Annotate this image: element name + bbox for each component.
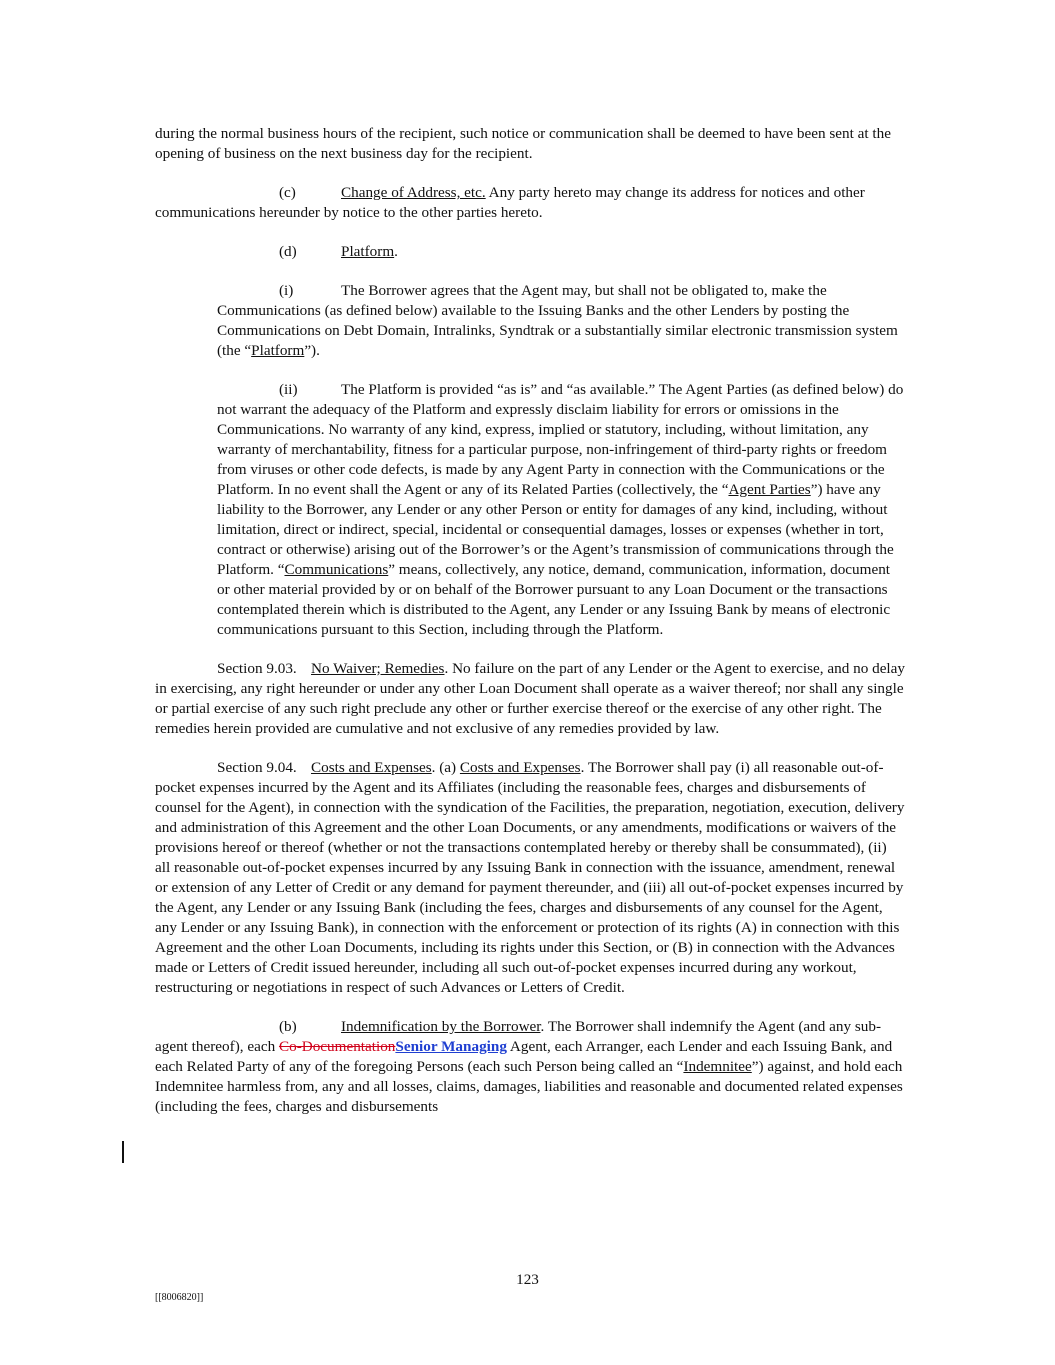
paragraph-b-indemnification [155,1017,905,1117]
subheading-costs-and-expenses: Costs and Expenses [459,759,581,776]
defined-term-platform: Platform [251,342,305,359]
paragraph-c-change-of-address [155,183,905,223]
section-label-9-03: Section 9.03. [217,660,297,677]
paragraph-d-i-text: The Borrower agrees that the Agent may, but shall not be obligated to, make the Communications (as defined below) available to the Issuing Banks and the other Lenders by posting the Communications on Debt Domain, Intralinks, Syndtrak or a substantially similar electronic transmission system (the “ [217,282,898,359]
paragraph-b-text-1: . The Borrower shall indemnify the Agent (and any sub-agent thereof), each [155,1018,882,1055]
defined-term-indemnitee: Indemnitee [683,1058,752,1075]
continuation-text: during the normal business hours of the recipient, such notice or communication shall be deemed to have been sent at the opening of business on the next business day for the recipient. [155,125,891,162]
heading-platform: Platform [341,243,395,260]
change-bar [122,1141,124,1163]
section-9-04-text: . The Borrower shall pay (i) all reasonable out-of-pocket expenses incurred by the Agent and its Affiliates (including the reasonable fees, charges and disbursements of counsel for the Agent), in connection with the syndication of the Facilities, the preparation, negotiation, execution, delivery and administration of this Agreement and the other Loan Documents, or any amendments, modifications or waivers of the provisions hereof or thereof (whether or not the transactions contemplated hereby or thereby shall be consummated), (ii) all reasonable out-of-pocket expenses incurred by any Issuing Bank in connection with the issuance, amendment, renewal or extension of any Letter of Credit or any demand for payment thereunder, and (iii) all out-of-pocket expenses incurred by the Agent, any Lender or any Issuing Bank (including the fees, charges and disbursements of any counsel for the Agent, any Lender or any Issuing Bank), in connection with the enforcement or protection of its rights (A) in connection with this Agreement and the other Loan Documents, including its rights under this Section, or (B) in connection with the Advances made or Letters of Credit issued hereunder, including all such out-of-pocket expenses incurred during any workout, restructuring or negotiations in respect of such Advances or Letters of Credit. [155,759,905,996]
defined-term-communications: Communications [284,561,389,578]
section-9-03-text: . No failure on the part of any Lender or the Agent to exercise, and no delay in exercising, any right hereunder or under any other Loan Document shall operate as a waiver thereof; nor shall any single or partial exercise of any such right preclude any other or further exercise thereof or the exercise of any other right. The remedies herein provided are cumulative and not exclusive of any remedies provided by law. [155,660,905,737]
defined-term-agent-parties: Agent Parties [728,481,811,498]
clause-label-d: (d) [279,243,297,260]
page-number: 123 [516,1271,539,1288]
heading-no-waiver-remedies: No Waiver; Remedies [311,660,445,677]
paragraph-d-platform [155,242,905,262]
paragraph-b-text-3: ”) against, and hold each Indemnitee harmless from, any and all losses, claims, damages, liabilities and reasonable and documented related expenses (including the fees, charges and disbursements [155,1058,903,1115]
continuation-paragraph [155,124,905,164]
paragraph-d-ii [217,380,905,640]
paragraph-b-text-2: Agent, each Arranger, each Lender and each Issuing Bank, and each Related Party of any of the foregoing Persons (each such Person being called an “ [155,1038,893,1075]
paragraph-d-ii-text-2: ”) have any liability to the Borrower, any Lender or any other Person or entity for damages of any kind, including, without limitation, direct or indirect, special, incidental or consequential damages, losses or expenses (whether in tort, contract or otherwise) arising out of the Borrower’s or the Agent’s transmission of communications through the Platform. “ [217,481,894,578]
paragraph-d-i [217,281,905,361]
clause-label-c: (c) [279,184,296,201]
heading-costs-and-expenses: Costs and Expenses [311,759,432,776]
clause-label-b: (b) [279,1018,297,1035]
heading-change-of-address: Change of Address, etc. [341,184,486,201]
section-9-04 [155,758,905,998]
paragraph-d-i-end: ”). [304,342,320,359]
deleted-text: Co-Documentation [278,1038,396,1055]
document-id: [[8006820]] [155,1292,204,1303]
section-label-9-04: Section 9.04. [217,759,297,776]
paragraph-c-text: Any party hereto may change its address for notices and other communications hereunder by notice to the other parties hereto. [155,184,865,221]
inserted-text: Senior Managing [395,1038,507,1055]
section-9-03 [155,659,905,739]
section-9-04-connector: . (a) [431,759,460,776]
document-body [155,124,905,1136]
heading-platform-period: . [394,243,398,260]
paragraph-d-ii-text-3: ” means, collectively, any notice, demand, communication, information, document or other material provided by or on behalf of the Borrower pursuant to any Loan Document or the transactions contemplated therein which is distributed to the Agent, any Lender or any Issuing Bank by means of electronic communications pursuant to this Section, including through the Platform. [217,561,891,638]
clause-label-d-ii: (ii) [279,381,298,398]
heading-indemnification: Indemnification by the Borrower [341,1018,541,1035]
clause-label-d-i: (i) [279,282,294,299]
paragraph-d-ii-text-1: The Platform is provided “as is” and “as available.” The Agent Parties (as defined below) do not warrant the adequacy of the Platform and expressly disclaim liability for errors or omissions in the Communications. No warranty of any kind, express, implied or statutory, including, without limitation, any warranty of merchantability, fitness for a particular purpose, non-infringement of third-party rights or freedom from viruses or other code defects, is made by any Agent Party in connection with the Communications or the Platform. In no event shall the Agent or any of its Related Parties (collectively, the “ [217,381,904,498]
